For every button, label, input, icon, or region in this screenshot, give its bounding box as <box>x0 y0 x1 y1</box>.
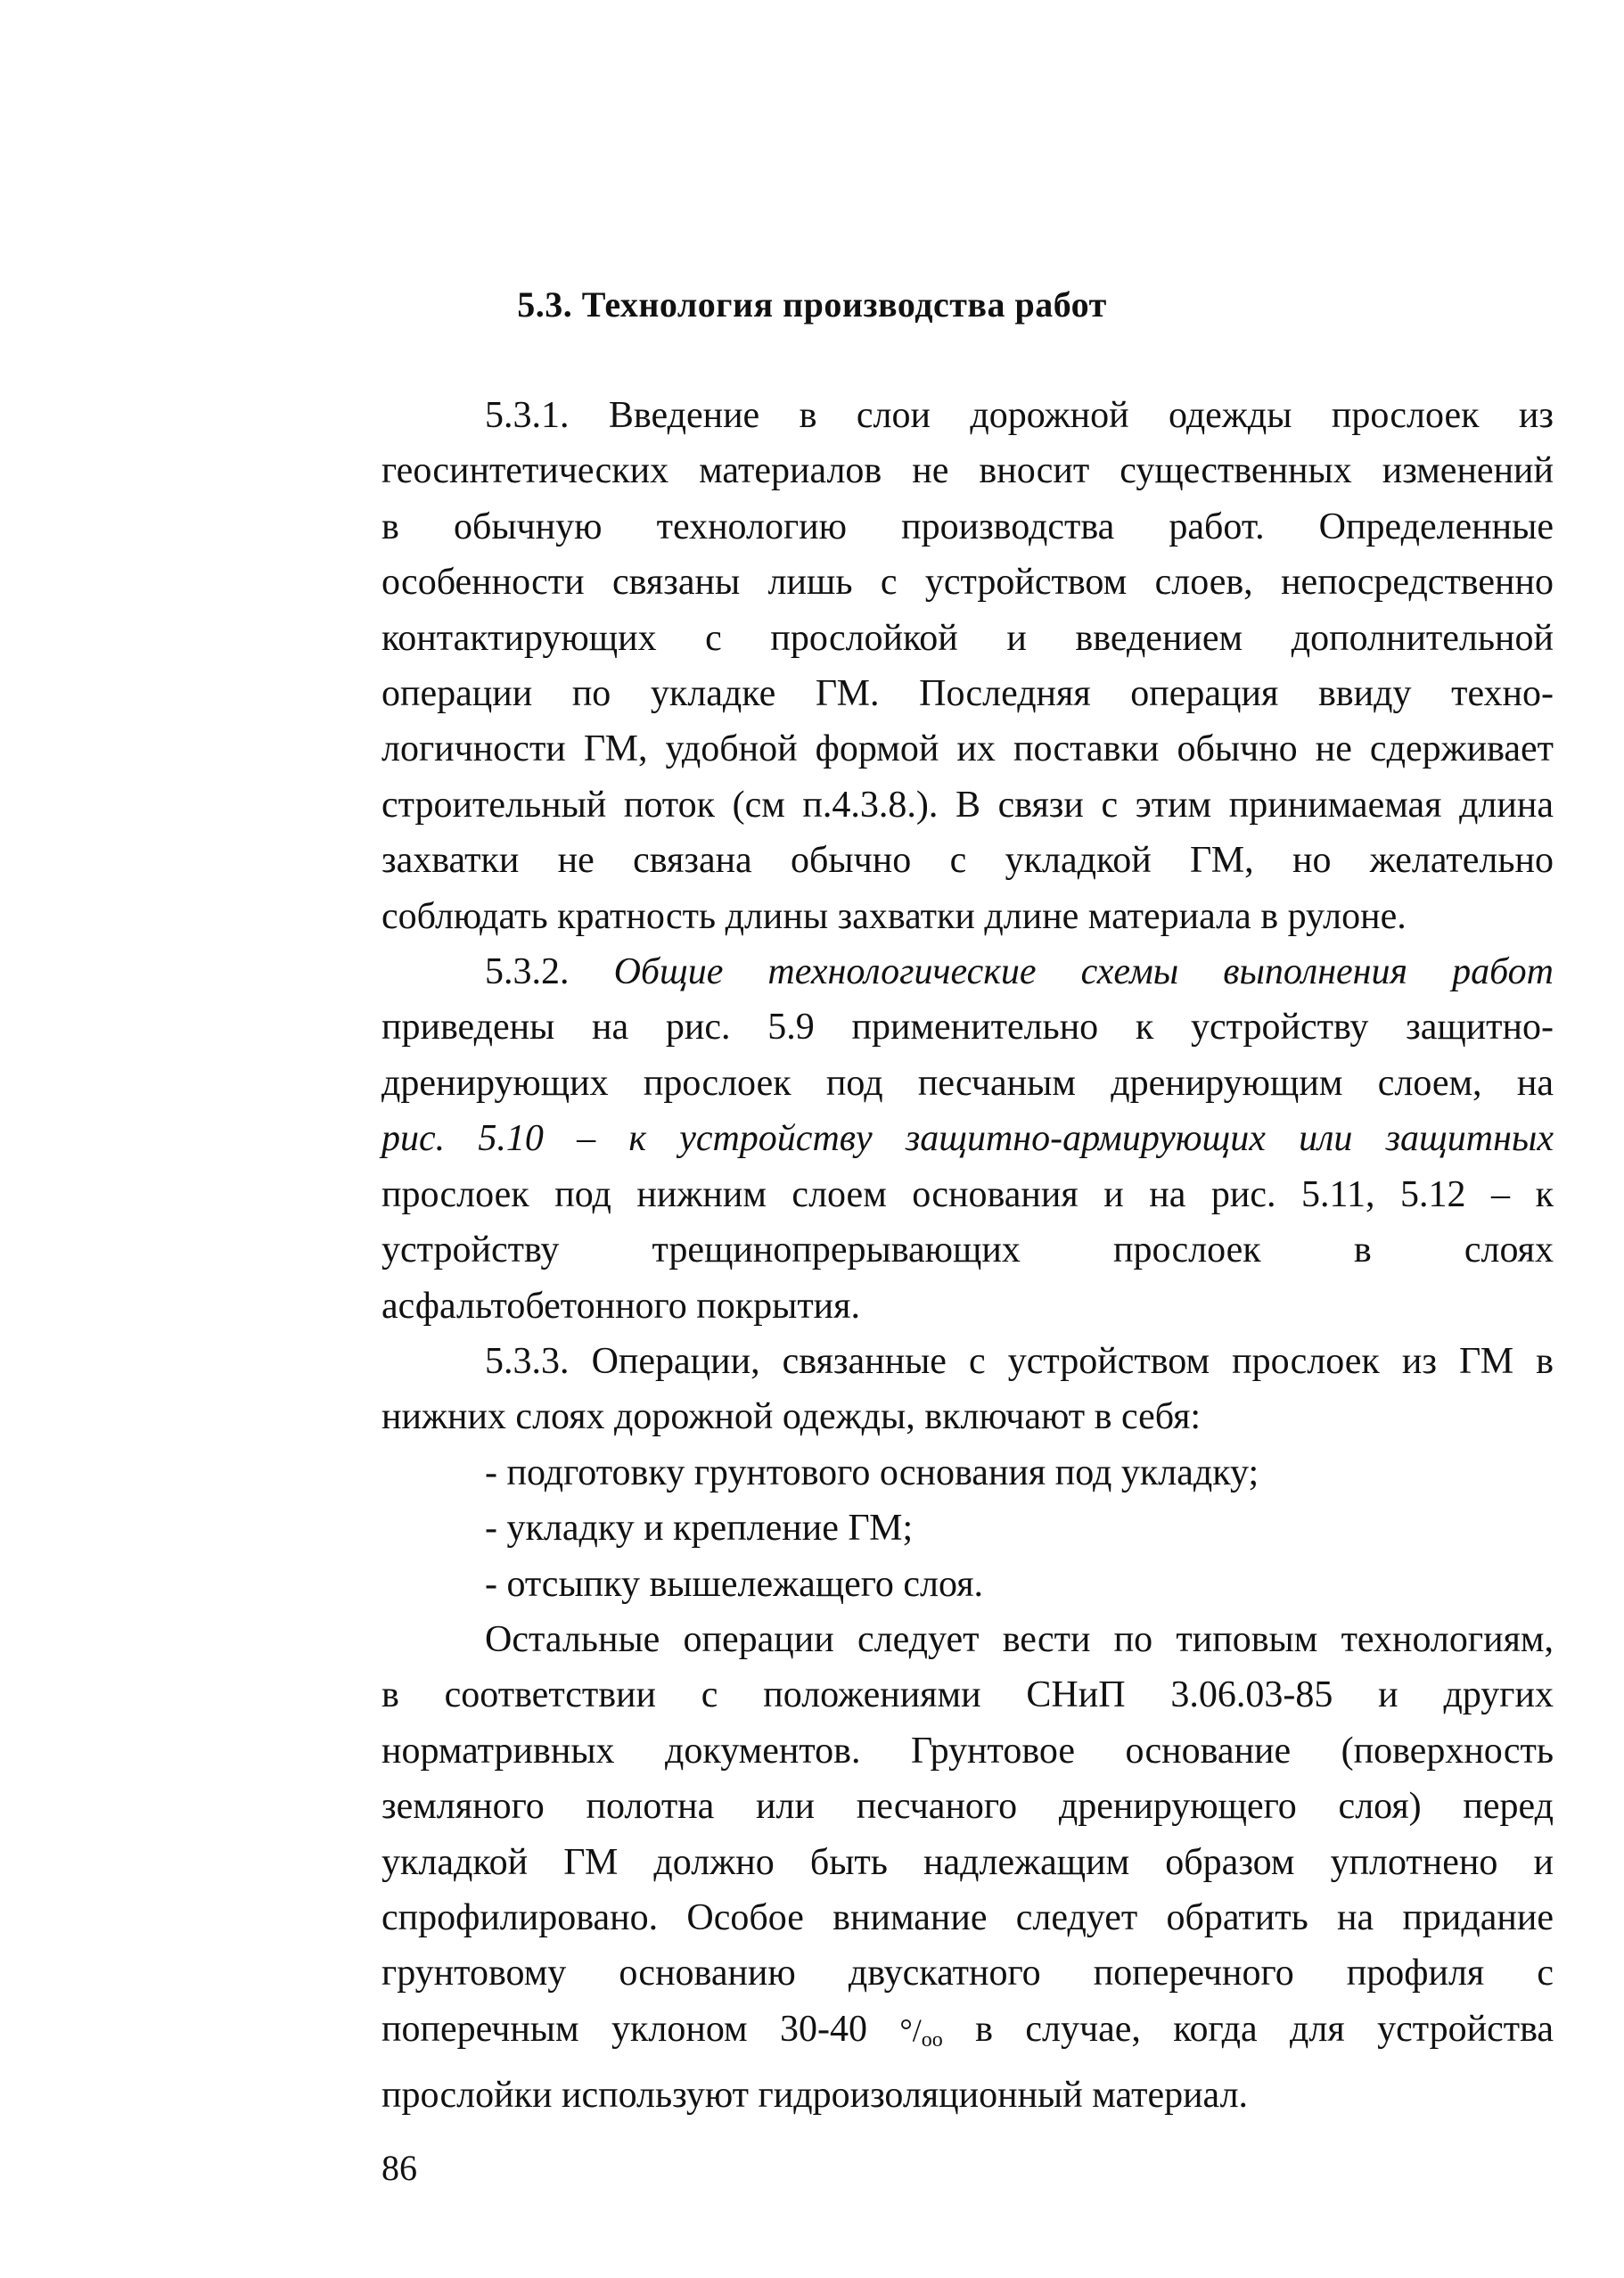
text-line: в соответствии с положениями СНиП 3.06.03-85 и других <box>381 1674 1554 1716</box>
text-line: дренирующих прослоек под песчаным дренирующим слоем, на <box>381 1062 1554 1104</box>
text-line: захватки не связана обычно с укладкой ГМ, но желательно <box>381 840 1554 882</box>
list-item: - подготовку грунтового основания под укладку; <box>485 1452 1259 1493</box>
text-line: приведены на рис. 5.9 применительно к устройству защитно- <box>381 1007 1554 1049</box>
text-line: 5.3.3. Операции, связанные с устройством прослоек из ГМ в <box>485 1340 1554 1382</box>
body-text <box>381 388 1554 2124</box>
slope-text-after: в случае, когда для устройства <box>942 2008 1554 2050</box>
operations-list <box>381 1445 1554 1612</box>
text-line: нижних слоях дорожной одежды, включают в себя: <box>381 1396 1202 1438</box>
text-line: логичности ГМ, удобной формой их поставки обычно не сдерживает <box>381 728 1554 770</box>
text-line: в обычную технологию производства работ. Определенные <box>381 506 1554 547</box>
text-line: строительный поток (см п.4.3.8.). В связи с этим принимаемая длина <box>381 784 1554 826</box>
slope-text-before: поперечным уклоном 30-40 <box>381 2008 900 2050</box>
paragraph-other-operations <box>381 1612 1554 2124</box>
text-line: Остальные операции следует вести по типовым технологиям, <box>485 1618 1554 1660</box>
text-line: укладкой ГМ должно быть надлежащим образом уплотнено и <box>381 1841 1554 1883</box>
text-line: рис. 5.10 – к устройству защитно-армирующих или защитных <box>381 1118 1554 1160</box>
text-line: 5.3.1. Введение в слои дорожной одежды прослоек из <box>485 395 1554 436</box>
text-line: земляного полотна или песчаного дренирующего слоя) перед <box>381 1786 1554 1828</box>
text-line: грунтовому основанию двускатного поперечного профиля с <box>381 1953 1554 1994</box>
permille-top: °/ <box>899 2011 922 2048</box>
paragraph-5-3-3 <box>381 1334 1554 1445</box>
page-number: 86 <box>381 2148 417 2188</box>
text-line: операции по укладке ГМ. Последняя операция ввиду техно- <box>381 673 1554 715</box>
text-line: асфальтобетонного покрытия. <box>381 1285 860 1327</box>
paragraph-5-3-1 <box>381 388 1554 944</box>
italic-phrase: Общие технологические схемы выполнения работ <box>569 951 1554 993</box>
list-item: - отсыпку вышележащего слоя. <box>485 1563 984 1605</box>
paragraph-5-3-2 <box>381 944 1554 1334</box>
permille-bottom: оо <box>921 2027 943 2052</box>
text-line: спрофилировано. Особое внимание следует обратить на придание <box>381 1896 1554 1938</box>
text-line: контактирующих с прослойкой и введением дополнительной <box>381 617 1554 659</box>
text-line <box>381 944 1554 999</box>
text-line: соблюдать кратность длины захватки длине материала в рулоне. <box>381 895 1407 937</box>
text-line: прослоек под нижним слоем основания и на рис. 5.11, 5.12 – к <box>381 1173 1554 1215</box>
text-line: устройству трещинопрерывающих прослоек в слоях <box>381 1229 1554 1271</box>
text-line: геосинтетических материалов не вносит существенных изменений <box>381 450 1554 492</box>
permille-sign <box>899 2011 943 2052</box>
list-item: - укладку и крепление ГМ; <box>485 1508 914 1550</box>
text-line <box>381 2002 1554 2068</box>
text-line: особенности связаны лишь с устройством слоев, непосредственно <box>381 562 1554 604</box>
text-line: прослойки используют гидроизоляционный материал. <box>381 2075 1249 2117</box>
text-line: норматривных документов. Грунтовое основание (поверхность <box>381 1730 1554 1772</box>
clause-number: 5.3.2. <box>485 951 570 993</box>
section-heading: 5.3. Технология производства работ <box>517 284 1107 325</box>
